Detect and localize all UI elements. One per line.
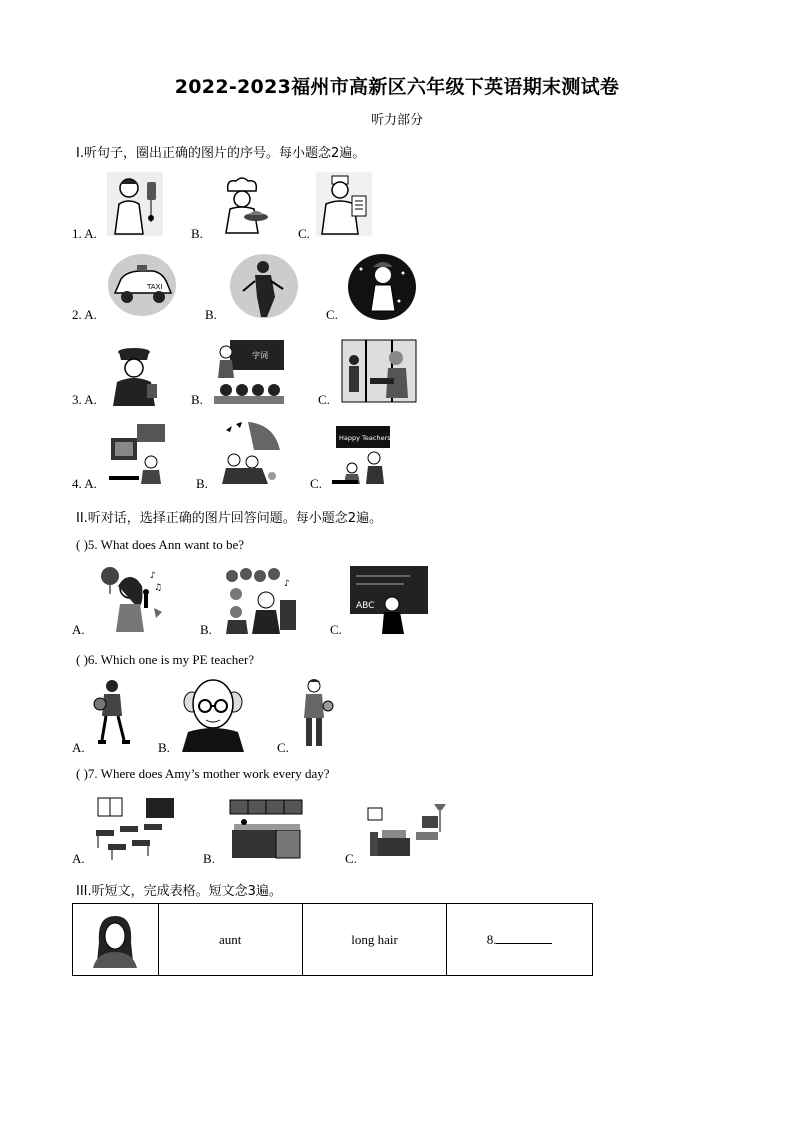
computer-desk-icon[interactable] (107, 420, 169, 486)
info-table (72, 903, 593, 976)
teachers-day-text: Happy Teachers' Day! (339, 434, 410, 442)
svg-text:字词: 字词 (252, 351, 268, 360)
q6-label-a: A. (72, 740, 85, 755)
boy-basketball-icon[interactable] (92, 678, 132, 750)
q3-label: 3. A. (72, 392, 97, 407)
old-man-glasses-icon[interactable] (178, 674, 248, 752)
man-with-ball-icon[interactable] (296, 678, 336, 752)
q6-label-c: C. (277, 740, 289, 755)
q3-label-c: C. (318, 392, 330, 407)
svg-text:♪: ♪ (284, 579, 290, 589)
crowd-singer-icon[interactable] (222, 566, 298, 634)
living-room-icon[interactable] (366, 802, 448, 862)
q1-label: 1. A. (72, 226, 97, 241)
q7-label-c: C. (345, 851, 357, 866)
page-subtitle: 听力部分 (370, 113, 423, 128)
portrait-cell (73, 904, 159, 976)
classroom-desks-icon[interactable] (92, 796, 176, 862)
doctor-with-clipboard-icon[interactable] (316, 172, 372, 236)
svg-text:TAXI: TAXI (147, 283, 163, 291)
man-holding-medicine-bottle-icon[interactable] (107, 172, 163, 236)
q6-text: ( )6. Which one is my PE teacher? (76, 652, 255, 667)
singer-icon[interactable] (96, 564, 166, 634)
woman-at-night-icon[interactable] (347, 253, 417, 321)
woman-portrait-icon (89, 912, 141, 968)
q7-label-b: B. (203, 851, 215, 866)
kitchen-icon[interactable] (226, 796, 306, 862)
q1-label-c: C. (298, 226, 310, 241)
section-3-heading: III.听短文，完成表格。短文念3遍。 (76, 884, 282, 899)
answer-blank[interactable] (496, 931, 552, 944)
classroom-teacher-icon[interactable] (212, 338, 286, 404)
table-cell-hair: long hair (302, 904, 446, 976)
q4-label: 4. A. (72, 476, 97, 491)
q5-label-c: C. (330, 622, 342, 637)
teacher-blackboard-icon[interactable] (350, 566, 428, 634)
woman-walking-icon[interactable] (229, 253, 299, 319)
police-officer-icon[interactable] (107, 342, 165, 406)
q6-label-b: B. (158, 740, 170, 755)
svg-text:♪: ♪ (150, 571, 156, 581)
q2-label-c: C. (326, 307, 338, 322)
page-title: 2022-2023福州市高新区六年级下英语期末测试卷 (174, 76, 620, 98)
svg-text:♫: ♫ (154, 583, 163, 593)
people-under-tree-icon[interactable] (218, 420, 282, 486)
q5-text: ( )5. What does Ann want to be? (76, 537, 244, 552)
q5-label-a: A. (72, 622, 85, 637)
q1-label-b: B. (191, 226, 203, 241)
office-window-icon[interactable] (340, 338, 418, 404)
blackboard-text: ABC (356, 601, 375, 611)
q8-label: 8. (486, 932, 497, 947)
taxi-icon[interactable] (107, 253, 177, 317)
q7-label-a: A. (72, 851, 85, 866)
section-2-heading: II.听对话，选择正确的图片回答问题。每小题念2遍。 (76, 511, 383, 526)
table-cell-aunt: aunt (158, 904, 302, 976)
q2-label: 2. A. (72, 307, 97, 322)
q5-label-b: B. (200, 622, 212, 637)
q2-label-b: B. (205, 307, 217, 322)
q3-label-b: B. (191, 392, 203, 407)
section-1-heading: I.听句子，圈出正确的图片的序号。每小题念2遍。 (76, 146, 366, 161)
table-cell-answer (447, 904, 593, 976)
chef-holding-dish-icon[interactable] (214, 177, 270, 235)
q4-label-c: C. (310, 476, 322, 491)
q4-label-b: B. (196, 476, 208, 491)
q7-text: ( )7. Where does Amy’s mother work every day? (76, 766, 330, 781)
teachers-day-board-icon[interactable] (330, 422, 410, 486)
